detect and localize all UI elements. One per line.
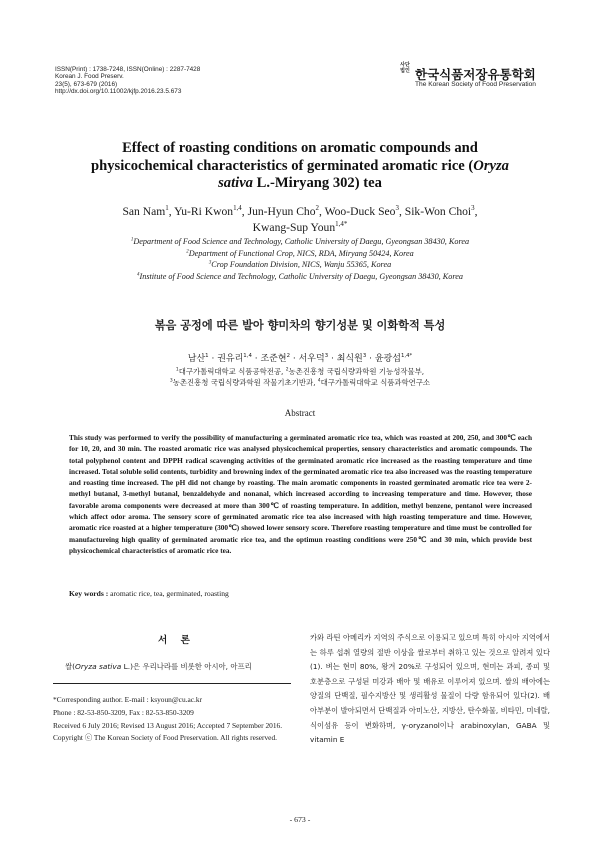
author-name: 서우덕 bbox=[298, 354, 325, 364]
journal-header-meta bbox=[55, 66, 200, 96]
author-name: Yu-Ri Kwon bbox=[174, 205, 234, 218]
intro-left-column: 쌀(Oryza sativa L.)은 우리나라를 비롯한 아시아, 아프리 bbox=[65, 662, 252, 671]
author-affiliation-mark: 3 bbox=[395, 204, 399, 213]
contact-phone: Phone : 82-53-850-3209, Fax : 82-53-850-3209 bbox=[53, 707, 194, 717]
author-name: 윤광섭 bbox=[374, 354, 401, 364]
author-name: 최식원 bbox=[336, 354, 363, 364]
intro-right-column: 카와 라틴 아메리카 지역의 주식으로 이용되고 있으며 특히 아시아 지역에서는 하루 섭취 열량의 절반 이상을 쌀로부터 취하고 있는 것으로 알려져 있다(1). 벼는 현미 80%, 왕겨 20%로 구성되어 있으며, 현미는 과피, 종피 및 호분층으로 구성된 미강과 배아 및 배유로 이루어져 있으며. 쌀의 배아에는 양질의 단백질, 필수지방산 및 생리활성 물질이 다량 함유되어 있다(2). 배아부분이 발아되면서 단백질과 아미노산, 지방산, 탄수화물, 비타민, 미네랄, 식이섬유 등이 변화하며, γ-oryzanol이나 arabinoxylan, GABA 및 vitamin E bbox=[310, 633, 550, 745]
copyright: Copyright ⓒ The Korean Society of Food Preservation. All rights reserved. bbox=[53, 733, 278, 743]
author-name: 조준현 bbox=[260, 354, 287, 364]
issn-line: ISSN(Print) : 1738-7248, ISSN(Online) : 2287-7428 bbox=[55, 66, 201, 73]
author-name: Kwang-Sup Youn bbox=[252, 220, 336, 234]
journal-name: Korean J. Food Preserv. bbox=[55, 73, 124, 81]
author-affiliation-mark: 2 bbox=[286, 353, 290, 359]
keywords bbox=[69, 589, 229, 598]
author-affiliation-mark: 1 bbox=[165, 204, 169, 213]
author-affiliation-mark: 1,4 bbox=[233, 204, 242, 213]
page-number: - 673 - bbox=[289, 815, 311, 824]
author-affiliation-mark: 1,4* bbox=[335, 219, 348, 228]
corresponding-author: *Corresponding author. E-mail : ksyoun@cu.ac.kr bbox=[53, 695, 203, 704]
footnote-divider bbox=[53, 683, 291, 684]
author-affiliation-mark: 3 bbox=[362, 353, 367, 359]
abstract-body: This study was performed to verify the possibility of manufacturing a germinated aromatic rice tea, which was roasted at 200, 250, and 300℃ each for 10, 20, and 30 min. The roasted aromatic rice was analysed physicochemical properties, sensory characteristics and aromatic compounds. The total polyphenol content and DPPH radical scavenging activities of the germinated aromatic rice increased as the roasting temperature and time increased. Total soluble solid contents, turbidity and browning index of the germinated aromatic rice tea also increased was the roasting temperature and roasting time increased. The pH did not change by roasting. The main aromatic components in roasted germinated aromatic rice tea were 2-methyl butanal, 3-methyl butanal, benzaldehyde and nonanal, which increased according to increasing temperature and time. However, those favorable aroma components were decreased at more than 300℃ of roasting temperature. In addition, methyl benzene, pentanol were increased which affect odor aroma. The sensory score of germinated aromatic rice tea also increased with high roasting temperature and time. However, aromatic rice roasted at a higher temperature (300℃) showed lower sensory score. Therefore roasting temperature and time must be controlled for manufactureing high quality of germinated aromatic rice tea, and the optimun roasting conditions were 250℃ and 30 min, which provide best physicochemical characteristics of aromatic rice tea. bbox=[69, 433, 532, 555]
society-name-en: The Korean Society of Food Preservation bbox=[415, 81, 536, 88]
affiliation-line: $^4$Institute of Food Science and Technology, Catholic University of Daegu, Gyeongsan 38430, Korea bbox=[137, 271, 463, 281]
author-affiliation-mark: 1,4* bbox=[400, 353, 413, 359]
affiliation-line: $^2$Department of Functional Crop, NICS, RDA, Miryang 50424, Korea bbox=[186, 248, 414, 258]
author-name: Sik-Won Choi bbox=[404, 205, 472, 218]
introduction-heading: 서 론 bbox=[158, 635, 195, 646]
korean-title: 볶음 공정에 따른 발아 향미차의 향기성분 및 이화학적 특성 bbox=[154, 319, 446, 332]
author-affiliation-mark: 2 bbox=[315, 204, 320, 213]
abstract-heading: Abstract bbox=[284, 408, 316, 418]
author-name: Woo-Duck Seo bbox=[324, 205, 396, 218]
keywords-label: Key words : bbox=[69, 589, 111, 598]
received-dates: Received 6 July 2016; Revised 13 August 2016; Accepted 7 September 2016. bbox=[53, 720, 283, 730]
author-affiliation-mark: 1 bbox=[205, 353, 209, 359]
korean-author-list: 남산$^1$ · 권유리$^{1,4}$ · 조준현$^2$ · 서우덕$^3$ · 최식원$^3$ · 윤광섭$^{1,4*}$ bbox=[187, 353, 413, 364]
doi-link[interactable]: http://dx.doi.org/10.11002/kjfp.2016.23.5.673 bbox=[55, 88, 182, 96]
author-name: San Nam bbox=[122, 205, 166, 218]
footnote bbox=[53, 694, 291, 745]
author-list: San Nam$^1$, Yu-Ri Kwon$^{1,4}$, Jun-Hyun Cho$^2$, Woo-Duck Seo$^3$, Sik-Won Choi$^3$, Kwang-Sup Youn$^{1,4*}$ bbox=[122, 204, 478, 234]
author-name: 권유리 bbox=[217, 354, 244, 364]
society-logo bbox=[398, 63, 558, 93]
author-name: 남산 bbox=[187, 354, 206, 364]
korean-affiliations: $^1$대구가톨릭대학교 식품공학전공, $^2$농촌진흥청 국립식량과학원 기능성작물부, $^3$농촌진흥청 국립식량과학원 작물기초기반과, $^4$대구가톨릭대학교 식품과학연구소 bbox=[169, 367, 431, 388]
paper-title: Effect of roasting conditions on aromatic compounds and physicochemical characteristics of germinated aromatic rice (Oryza sativa L.-Miryang 302) tea bbox=[91, 140, 509, 191]
affiliation-line: $^1$Department of Food Science and Technology, Catholic University of Daegu, Gyeongsan 38430, Korea bbox=[130, 237, 470, 246]
affiliation-list bbox=[40, 236, 560, 282]
society-name-ko: 한국식품저장유통학회 bbox=[415, 67, 536, 82]
author-affiliation-mark: 1,4 bbox=[243, 353, 252, 359]
affiliation-line: $^3$Crop Foundation Division, NICS, Wanju 55365, Korea bbox=[208, 260, 392, 270]
keywords-text: aromatic rice, tea, germinated, roasting bbox=[110, 589, 229, 598]
author-affiliation-mark: 3 bbox=[324, 353, 329, 359]
volume-line: 23(5), 673-679 (2016) bbox=[55, 80, 118, 88]
author-name: Jun-Hyun Cho bbox=[247, 205, 316, 218]
author-affiliation-mark: 3 bbox=[471, 204, 475, 213]
society-mark: 사단 법인 bbox=[400, 62, 410, 74]
